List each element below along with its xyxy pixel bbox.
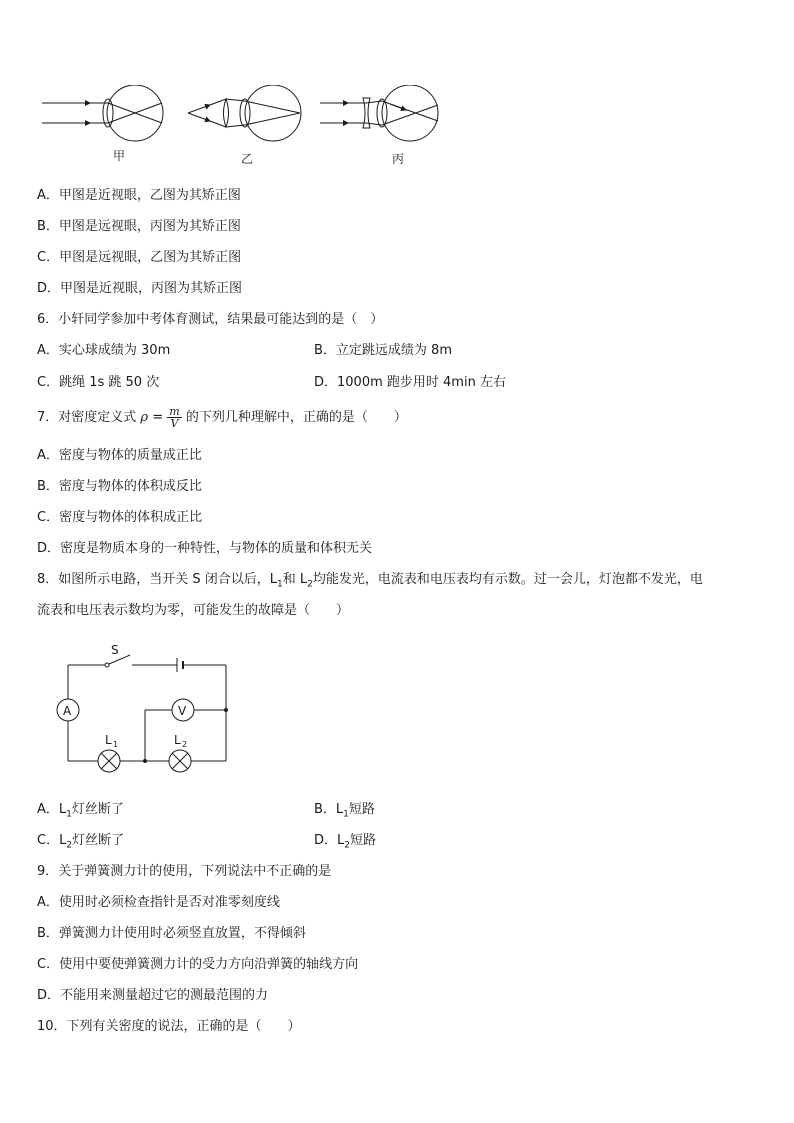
q7-option-d: D．密度是物质本身的一种特性，与物体的质量和体积无关 (37, 541, 373, 556)
q10-stem: 10．下列有关密度的说法，正确的是（ ） (37, 1019, 301, 1034)
junction-dot-1 (143, 759, 147, 763)
q9-option-b: B．弹簧测力计使用时必须竖直放置，不得倾斜 (37, 926, 306, 941)
q8-option-a-suffix: 灯丝断了 (71, 802, 124, 817)
q8-sub-2: 2 (307, 579, 313, 590)
q7-stem-suffix: 的下列几种理解中，正确的是（ ） (185, 410, 407, 425)
lamp2-label: L (174, 733, 181, 747)
junction-dot-2 (224, 708, 228, 712)
q8-stem-part-b: 和 L (282, 572, 308, 587)
q9-option-d: D．不能用来测量超过它的测最范围的力 (37, 988, 269, 1003)
q8-sub-1: 1 (277, 579, 283, 590)
q8-option-c-sub: 2 (66, 840, 73, 851)
q6-stem: 6．小轩同学参加中考体育测试，结果最可能达到的是（ ） (37, 312, 384, 327)
q6-option-b: B．立定跳远成绩为 8m (314, 343, 452, 358)
q8-stem-line2: 流表和电压表示数均为零，可能发生的故障是（ ） (37, 603, 350, 618)
q9-option-a: A．使用时必须检查指针是否对准零刻度线 (37, 895, 280, 910)
q5-option-a: A．甲图是近视眼，乙图为其矫正图 (37, 188, 241, 203)
voltmeter-label: V (178, 704, 187, 718)
q8-option-d (314, 832, 376, 855)
q8-option-a-prefix: A．L (37, 802, 67, 817)
q7-option-b: B．密度与物体的体积成反比 (37, 479, 202, 494)
q6-option-d: D．1000m 跑步用时 4min 左右 (314, 375, 506, 390)
q8-option-c-prefix: C．L (37, 833, 67, 848)
q7-stem-prefix: 7．对密度定义式 (37, 410, 137, 425)
ammeter-label: A (63, 704, 72, 718)
q7-option-c: C．密度与物体的体积成正比 (37, 510, 203, 525)
q8-option-b-suffix: 短路 (348, 802, 375, 817)
lamp1-label: L (105, 733, 112, 747)
q6-option-c: C．跳绳 1s 跳 50 次 (37, 375, 160, 390)
q7-denominator: V (170, 417, 179, 430)
q8-option-c-suffix: 灯丝断了 (72, 833, 125, 848)
q8-option-c (37, 832, 124, 855)
eye-bing (320, 85, 438, 141)
lamp1-sub: 1 (113, 740, 119, 749)
q7-option-a: A．密度与物体的质量成正比 (37, 448, 202, 463)
q5-option-d: D．甲图是近视眼，丙图为其矫正图 (37, 281, 243, 296)
q8-stem-line1 (37, 571, 703, 594)
switch-label: S (111, 643, 119, 657)
q9-stem: 9．关于弹簧测力计的使用，下列说法中不正确的是 (37, 864, 332, 879)
q5-option-c: C．甲图是远视眼，乙图为其矫正图 (37, 250, 242, 265)
circuit-diagram (50, 640, 250, 775)
q7-equals: = (152, 410, 164, 425)
q8-option-d-suffix: 短路 (350, 833, 377, 848)
eye-label-jia: 甲 (113, 149, 126, 163)
q8-option-a (37, 801, 124, 824)
q7-rho: ρ (140, 410, 149, 425)
q8-stem-part-a: 8．如图所示电路，当开关 S 闭合以后，L (37, 572, 278, 587)
eye-label-bing: 丙 (392, 152, 405, 166)
q8-option-a-sub: 1 (66, 809, 72, 820)
lamp2-sub: 2 (182, 740, 188, 749)
q7-stem (37, 403, 407, 433)
q8-stem-part-c: 均能发光，电流表和电压表均有示数。过一会儿，灯泡都不发光，电 (312, 572, 703, 587)
eye-yi (188, 85, 301, 141)
q9-option-c: C．使用中要使弹簧测力计的受力方向沿弹簧的轴线方向 (37, 957, 359, 972)
q8-option-d-prefix: D．L (314, 833, 345, 848)
q7-fraction (167, 406, 181, 429)
eye-jia (42, 85, 163, 141)
q7-numerator: m (169, 405, 180, 418)
eye-diagrams-figure (30, 85, 450, 155)
q8-option-b-prefix: B．L (314, 802, 344, 817)
q8-option-b (314, 801, 375, 824)
eye-label-yi: 乙 (241, 152, 254, 166)
q8-option-d-sub: 2 (344, 840, 350, 851)
q5-option-b: B．甲图是远视眼，丙图为其矫正图 (37, 219, 241, 234)
q6-option-a: A．实心球成绩为 30m (37, 343, 171, 358)
q8-option-b-sub: 1 (343, 809, 349, 820)
